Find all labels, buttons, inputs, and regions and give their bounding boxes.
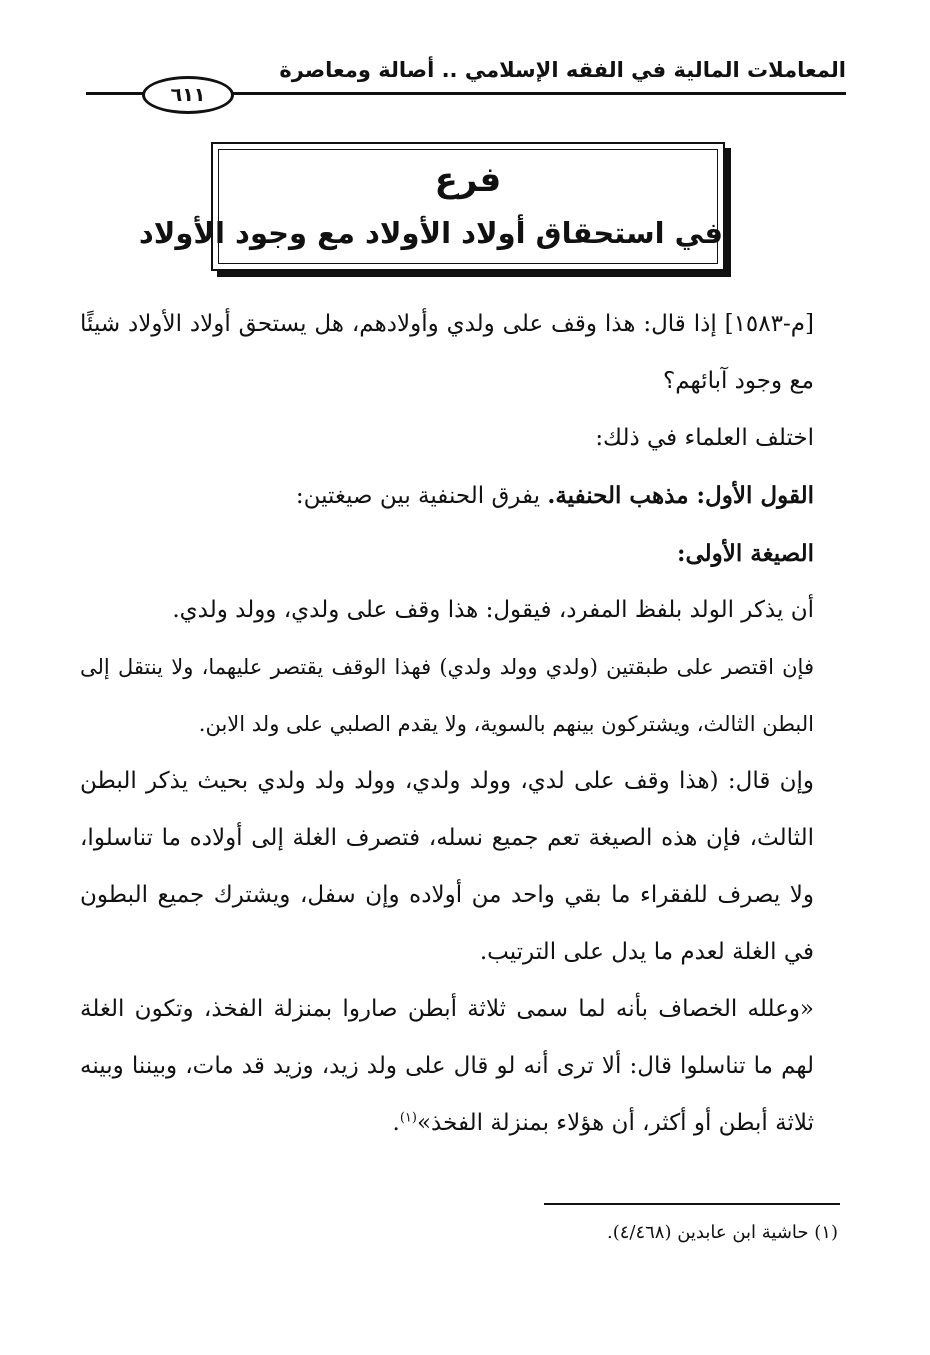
paragraph-first-opinion: [80, 467, 840, 525]
section-subtitle: في استحقاق أولاد الأولاد مع وجود الأولاد: [138, 216, 723, 250]
section-title-box: [138, 142, 725, 271]
paragraph-first-form: أن يذكر الولد بلفظ المفرد، فيقول: هذا وقف على ولدي، وولد ولدي.: [172, 597, 814, 623]
paragraph-three-generations: وإن قال: (هذا وقف على لدي، وولد ولدي، وولد ولد ولدي بحيث يذكر البطن الثالث، فإن هذه الصيغة تعم جميع نسله، فتصرف الغلة إلى أولاده ما تناسلوا، ولا يصرف للفقراء ما بقي واحد من أولاده وإن سفل، ويشترك جميع البطون في الغلة لعدم ما يدل على الترتيب.: [80, 768, 814, 965]
paragraph-dispute: اختلف العلماء في ذلك:: [595, 425, 814, 451]
footnote: (١) حاشية ابن عابدين (٤/٤٦٨).: [606, 1222, 838, 1243]
first-opinion-heading: القول الأول: مذهب الحنفية.: [547, 482, 814, 509]
paragraph-first-form-heading: الصيغة الأولى:: [676, 540, 814, 567]
body-text: [80, 296, 840, 1152]
footnote-marker: (١): [399, 1110, 417, 1126]
running-title: المعاملات المالية في الفقه الإسلامي .. أصالة ومعاصرة: [279, 58, 846, 82]
paragraph-two-generations: فإن اقتصر على طبقتين (ولدي وولد ولدي) فهذا الوقف يقتصر عليهما، ولا ينتقل إلى البطن الثالث، ويشتركون بينهم بالسوية، ولا يقدم الصلبي على ولد الابن.: [80, 655, 814, 736]
paragraph-khassaf-quote: [80, 981, 840, 1152]
paragraph-question: [م-١٥٨٣] إذا قال: هذا وقف على ولدي وأولادهم، هل يستحق أولاد الأولاد شيئًا مع وجود آبائهم؟: [80, 311, 814, 394]
footnote-rule: [544, 1203, 840, 1205]
quote-end: .: [392, 1110, 400, 1136]
page-number: ٦١١: [142, 76, 234, 114]
khassaf-quote: «وعلله الخصاف بأنه لما سمى ثلاثة أبطن صاروا بمنزلة الفخذ، وتكون الغلة لهم ما تناسلوا قال: ألا ترى أنه لو قال على ولد زيد، وزيد قد مات، وبيننا وبينه ثلاثة أبطن أو أكثر، أن هؤلاء بمنزلة الفخذ»: [80, 996, 814, 1136]
first-opinion-text: يفرق الحنفية بين صيغتين:: [295, 483, 548, 509]
section-title: فرع: [434, 160, 502, 200]
